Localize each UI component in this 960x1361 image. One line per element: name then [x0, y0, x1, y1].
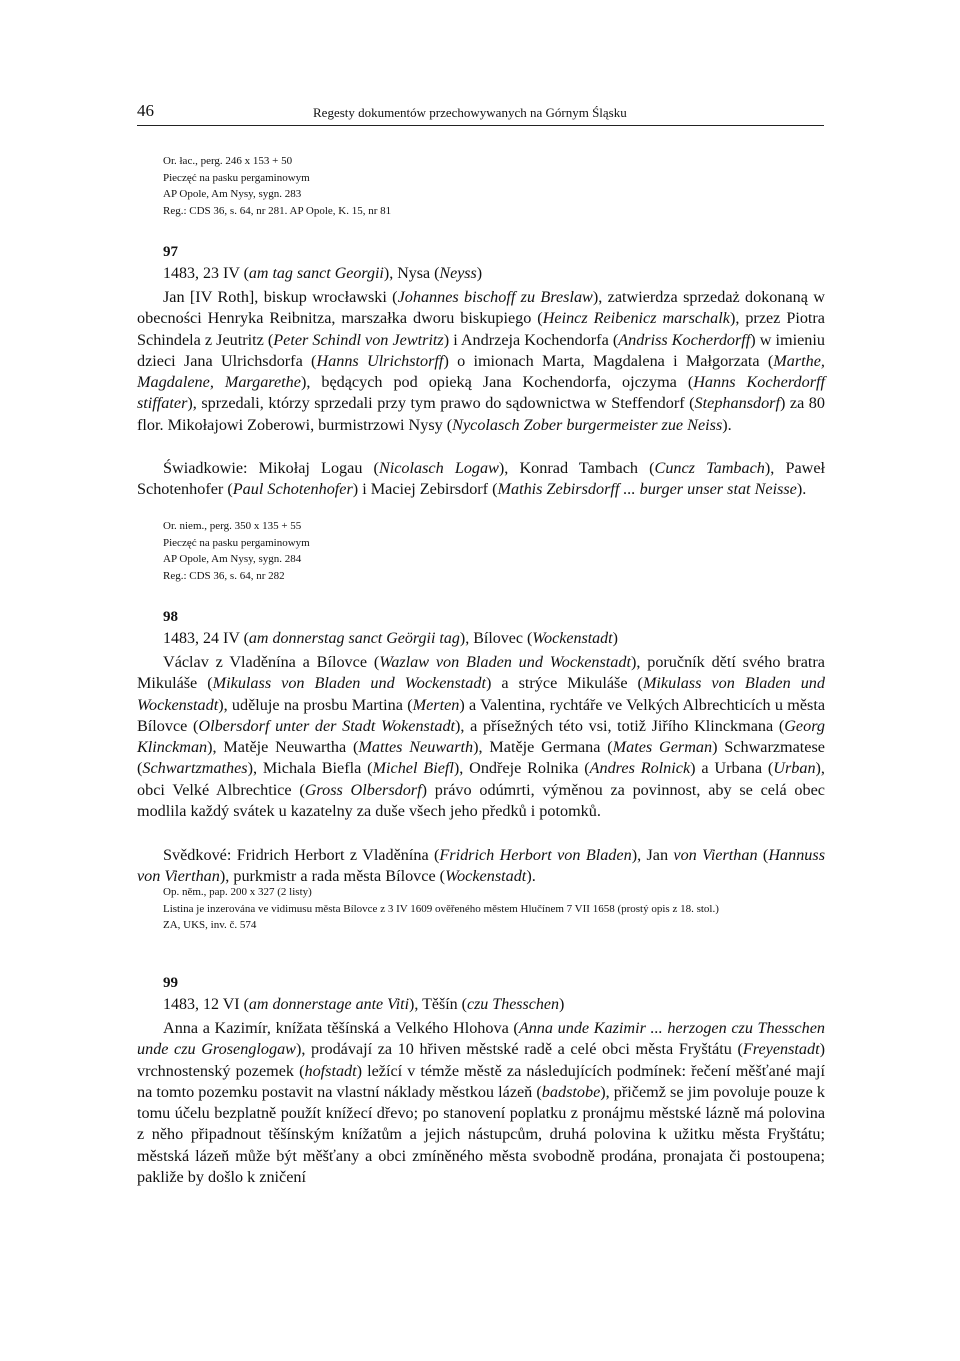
entry-date: 1483, 12 VI (am donnerstage ante Viti), Těšín (czu Thesschen) [163, 996, 565, 1013]
entry-body: Václav z Vladěnína a Bílovce (Wazlaw von Bladen und Wockenstadt), poručník dětí svého bratra Mikuláše (Mikulass von Bladen und Wockenstadt) a strýce Mikuláše (Mikulass von Bladen und Wockenstadt), uděluje na prosbu Martina (Merten) a Valentina, rychtáře ve Velkých Albrechticích u města Bílovce (Olbersdorf unter der Stadt Wokenstadt), a přísežných této vsi, totiž Jiřího Klinckmana (Georg Klinckman), Matěje Neuwartha (Mattes Neuwarth), Matěje Germana (Mates German) Schwarzmatese (Schwartzmathes), Michala Biefla (Michel Biefl), Ondřeje Rolnika (Andres Rolnick) a Urbana (Urban), obci Velké Albrechtice (Gross Olbersdorf) právo odúmrti, výměnou za povinnost, aby se celá obec modlila každý svátek u kazatelny za duše všech jeho předků i potomků. [137, 653, 826, 821]
running-header [137, 100, 824, 126]
entry-date: 1483, 23 IV (am tag sanct Georgii), Nysa (Neyss) [163, 265, 483, 282]
archival-note: Or. niem., perg. 350 x 135 + 55 [163, 520, 302, 532]
archival-note: ZA, UKS, inv. č. 574 [163, 919, 257, 931]
archival-note: Reg.: CDS 36, s. 64, nr 282 [163, 569, 285, 582]
archival-note: AP Opole, Am Nysy, sygn. 284 [163, 553, 302, 565]
archival-note: AP Opole, Am Nysy, sygn. 283 [163, 188, 302, 200]
archival-notes-top [163, 153, 391, 219]
entry-witnesses: Svědkové: Fridrich Herbort z Vladěnína (Fridrich Herbort von Bladen), Jan von Vierthan (Hannuss von Vierthan), purkmistr a rada města Bílovce (Wockenstadt). [137, 846, 825, 886]
entry-number: 99 [163, 975, 178, 991]
entry-number: 98 [163, 609, 178, 625]
archival-note: Listina je inzerována ve vidimusu města Bílovce z 3 IV 1609 ověřeného městem Hlučínem 7 VII 1658 (prostý opis z 18. stol.) [163, 902, 719, 915]
archival-note: Pieczęć na pasku pergaminowym [163, 171, 310, 184]
page-number: 46 [137, 101, 154, 120]
entry-date: 1483, 24 IV (am donnerstag sanct Geörgii tag), Bílovec (Wockenstadt) [163, 630, 618, 647]
archival-note: Or. łac., perg. 246 x 153 + 50 [163, 155, 293, 167]
entry-body: Jan [IV Roth], biskup wrocławski (Johannes bischoff zu Breslaw), zatwierdza sprzedaż dokonaną w obecności Henryka Reibnitza, marszałka dworu biskupiego (Heincz Reibenicz marschalk), przez Piotra Schindela z Jeutritz (Peter Schindl von Jewtritz) i Andrzeja Kochendorfa (Andriss Kocherdorff) w imieniu dzieci Jana Ulrichsdorfa (Hanns Ulrichstorff) o imionach Marta, Magdalena i Małgorzata (Marthe, Magdalene, Margarethe), będących pod opieką Jana Kochendorfa, ojczyma (Hanns Kocherdorff stiffater), sprzedali, którzy sprzedali przy tym prawo do sądownictwa w Steffendorf (Stephansdorf) za 80 flor. Mikołajowi Zoberowi, burmistrzowi Nysy (Nycolasch Zober burgermeister zue Neiss). [137, 288, 826, 434]
archival-note: Pieczęć na pasku pergaminowym [163, 536, 310, 549]
archival-note: Reg.: CDS 36, s. 64, nr 281. AP Opole, K. 15, nr 81 [163, 204, 392, 217]
entry-number: 97 [163, 244, 178, 260]
archival-notes [163, 884, 823, 934]
header-title: Regesty dokumentów przechowywanych na Górnym Śląsku [313, 105, 627, 120]
entry-witnesses: Świadkowie: Mikołaj Logau (Nicolasch Logaw), Konrad Tambach (Cuncz Tambach), Paweł Schotenhofer (Paul Schotenhofer) i Maciej Zebirsdorf (Mathis Zebirsdorff ... burger unser stat Neisse). [137, 459, 826, 499]
entry-body: Anna a Kazimír, knížata těšínská a Velkého Hlohova (Anna unde Kazimir ... herzogen czu Thesschen unde czu Grosenglogaw), prodávají za 10 hřiven městské radě a celé obci města Fryštátu (Freyenstadt) vrchnostenský pozemek (hofstadt) ležící v témže městě za následujících podmínek: řečení měšťané mají na tomto pozemku postavit na vlastní náklady městkou lázeň (badstobe), přičemž se jim povoluje pouze k tomu účelu bezplatně použít knížecí dřevo; po stanovení poplatku z pronájmu městské lázně má polovina z něho připadnout těšínským knížatům a jejich nástupcům, druhá polovina k užitku města Fryštátu; městská lázeň může být měšťany a obci zmíněného města svobodně prodána, pronajata či postoupena; pakliže by došlo k zničení [137, 1019, 825, 1187]
archival-notes [163, 518, 310, 584]
archival-note: Op. něm., pap. 200 x 327 (2 listy) [163, 886, 312, 898]
